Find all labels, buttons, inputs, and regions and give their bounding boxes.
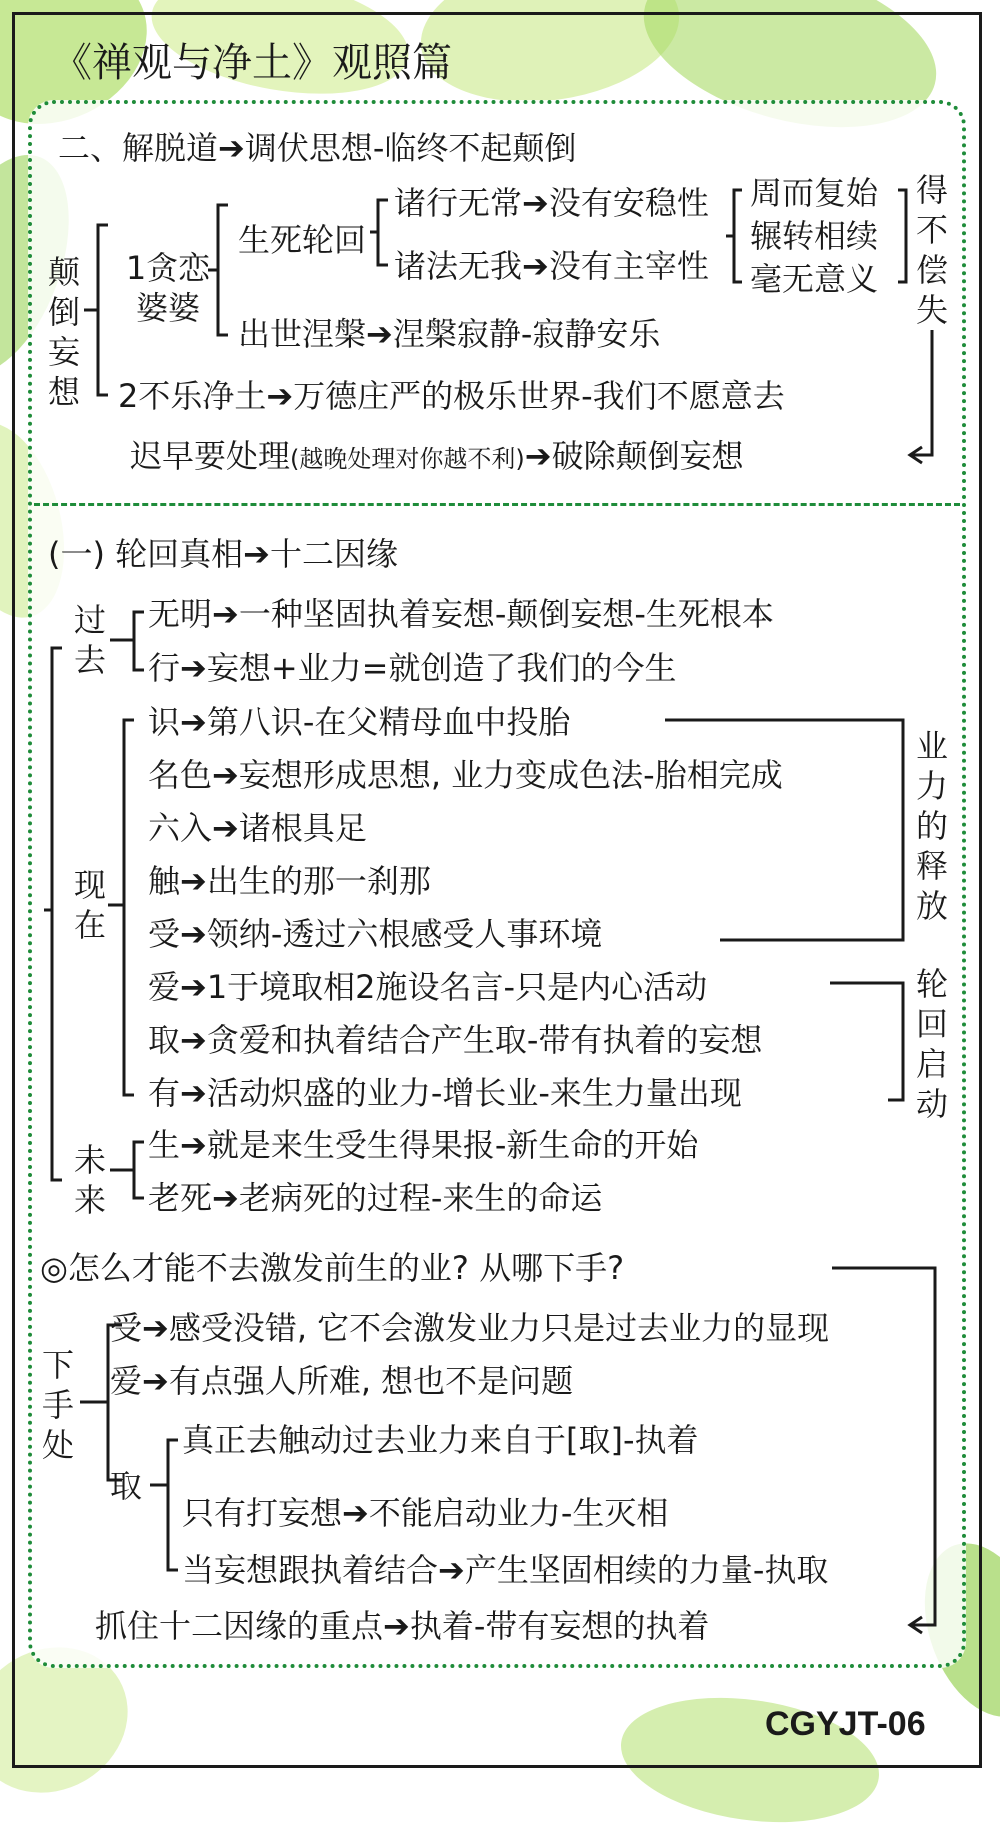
ai-line: 爱➔有点强人所难, 想也不是问题 bbox=[110, 1362, 574, 1400]
present-item: 触➔出生的那一刹那 bbox=[148, 862, 431, 900]
qu-item: 当妄想跟执着结合➔产生坚固相续的力量-执取 bbox=[182, 1551, 829, 1589]
bracket-past bbox=[134, 612, 144, 670]
past-label: 过去 bbox=[73, 601, 106, 679]
present-item: 识➔第八识-在父精母血中投胎 bbox=[148, 703, 571, 741]
present-item: 六入➔诸根具足 bbox=[148, 809, 367, 847]
bracket-start-point bbox=[108, 1325, 122, 1480]
bracket-present bbox=[124, 720, 134, 1095]
arrow-gain-loss bbox=[912, 330, 932, 455]
bracket-cycle-right bbox=[898, 190, 906, 282]
section2-heading: 二、解脱道➔调伏思想-临终不起颠倒 bbox=[58, 129, 577, 167]
zhufa-line: 诸法无我➔没有主宰性 bbox=[394, 247, 709, 285]
past-item: 行➔妄想+业力=就创造了我们的今生 bbox=[148, 649, 677, 687]
chushi-line: 出世涅槃➔涅槃寂静-寂静安乐 bbox=[238, 315, 661, 353]
conclusion-line bbox=[130, 438, 744, 477]
bracket-cycle bbox=[734, 190, 742, 282]
present-item: 受➔领纳-透过六根感受人事环境 bbox=[148, 915, 603, 953]
branch1-label: 1贪恋婆婆 bbox=[125, 249, 211, 327]
bracket-start bbox=[830, 983, 903, 1100]
lunhui-heading: (一) 轮回真相➔十二因缘 bbox=[48, 535, 398, 573]
cycle-line-1: 周而复始 bbox=[750, 174, 879, 212]
future-item: 老死➔老病死的过程-来生的命运 bbox=[148, 1179, 603, 1217]
gain-loss-label: 得不偿失 bbox=[915, 171, 948, 329]
bracket-lunhui bbox=[378, 200, 388, 265]
present-item: 名色➔妄想形成思想, 业力变成色法-胎相完成 bbox=[148, 756, 783, 794]
bracket-main bbox=[52, 648, 62, 1180]
past-item: 无明➔一种坚固执着妄想-颠倒妄想-生死根本 bbox=[148, 595, 774, 633]
start-point-label: 下手处 bbox=[41, 1346, 74, 1464]
present-item: 爱➔1于境取相2施设名言-只是内心活动 bbox=[148, 968, 708, 1006]
future-label: 未来 bbox=[73, 1141, 106, 1219]
qu-item: 只有打妄想➔不能启动业力-生灭相 bbox=[182, 1494, 669, 1532]
zhuxing-line: 诸行无常➔没有安稳性 bbox=[394, 184, 709, 222]
bracket-release bbox=[665, 720, 903, 940]
shengsi-label: 生死轮回 bbox=[238, 221, 367, 259]
present-item: 有➔活动炽盛的业力-增长业-来生力量出现 bbox=[148, 1074, 742, 1112]
branch2-line: 2不乐净土➔万德庄严的极乐世界-我们不愿意去 bbox=[118, 377, 785, 415]
page-title: 《禅观与净土》观照篇 bbox=[52, 40, 452, 86]
present-item: 取➔贪爱和执着结合产生取-带有执着的妄想 bbox=[148, 1021, 763, 1059]
release-label: 业力的释放 bbox=[915, 727, 948, 925]
root-label: 颠倒妄想 bbox=[47, 253, 80, 411]
bracket-tanlian bbox=[218, 205, 228, 335]
qu-item: 真正去触动过去业力来自于[取]-执着 bbox=[182, 1421, 699, 1459]
question-line: ◎怎么才能不去激发前生的业? 从哪下手? bbox=[40, 1249, 625, 1287]
cycle-line-2: 辗转相续 bbox=[750, 217, 879, 255]
shou-line: 受➔感受没错, 它不会激发业力只是过去业力的显现 bbox=[110, 1309, 830, 1347]
future-item: 生➔就是来生受生得果报-新生命的开始 bbox=[148, 1126, 699, 1164]
conclusion-end: ➔破除颠倒妄想 bbox=[524, 437, 744, 475]
bracket-root bbox=[98, 225, 108, 395]
page-code: CGYJT-06 bbox=[765, 1705, 926, 1743]
conclusion-text: 迟早要处理 bbox=[130, 437, 291, 475]
start-label: 轮回启动 bbox=[915, 965, 948, 1123]
present-label: 现在 bbox=[73, 866, 106, 944]
arrow-question bbox=[832, 1268, 935, 1625]
bracket-qu bbox=[168, 1440, 178, 1570]
cycle-line-3: 毫无意义 bbox=[750, 260, 879, 298]
final-line: 抓住十二因缘的重点➔执着-带有妄想的执着 bbox=[95, 1607, 710, 1645]
bracket-future bbox=[134, 1142, 144, 1198]
conclusion-note: (越晚处理对你越不利) bbox=[290, 445, 525, 473]
qu-label: 取 bbox=[110, 1467, 143, 1505]
